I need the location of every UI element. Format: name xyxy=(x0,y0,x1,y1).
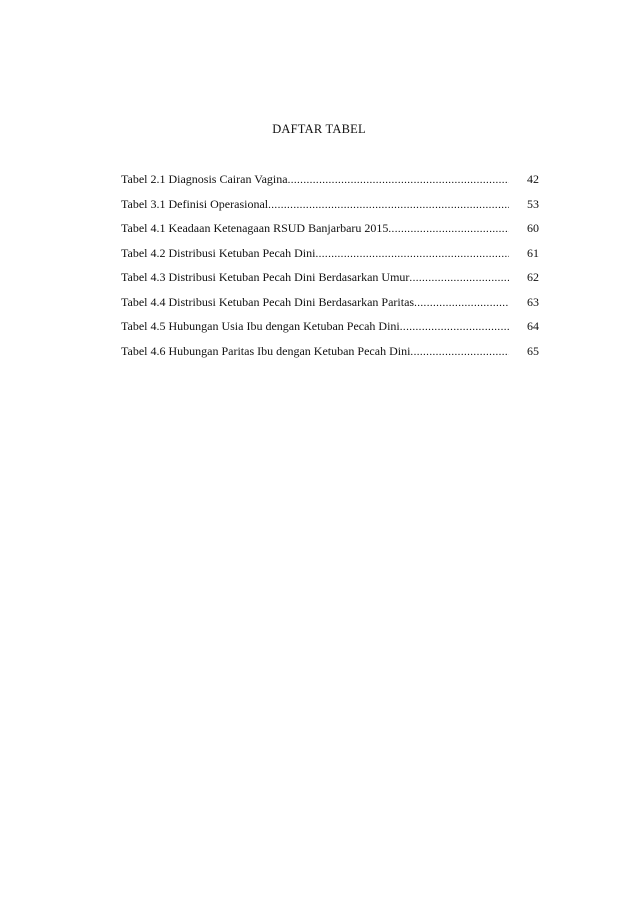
list-item[interactable] xyxy=(121,246,539,271)
list-item[interactable] xyxy=(121,319,539,344)
entry-page-number: 60 xyxy=(527,221,539,235)
entry-label: Tabel 4.6 Hubungan Paritas Ibu dengan Ketuban Pecah Dini xyxy=(121,343,411,358)
dot-leader xyxy=(410,346,509,358)
entry-label: Tabel 4.4 Distribusi Ketuban Pecah Dini Berdasarkan Paritas xyxy=(121,294,415,309)
dot-leader xyxy=(414,297,509,309)
entry-page-number: 63 xyxy=(527,294,539,309)
entry-page-number: 61 xyxy=(527,245,539,260)
page-title: DAFTAR TABEL xyxy=(272,122,366,136)
dot-leader xyxy=(315,248,509,260)
list-item[interactable] xyxy=(121,197,539,222)
dot-leader xyxy=(288,174,509,186)
entry-label: Tabel 4.2 Distribusi Ketuban Pecah Dini xyxy=(121,245,316,260)
entry-page-number: 65 xyxy=(527,343,539,358)
table-list xyxy=(121,172,539,368)
list-item[interactable] xyxy=(121,344,539,369)
entry-label: Tabel 4.5 Hubungan Usia Ibu dengan Ketuban Pecah Dini xyxy=(121,319,400,333)
entry-page-number: 42 xyxy=(527,172,539,186)
entry-label: Tabel 4.1 Keadaan Ketenagaan RSUD Banjarbaru 2015 xyxy=(121,221,389,235)
list-item[interactable] xyxy=(121,221,539,246)
list-item[interactable] xyxy=(121,172,539,197)
entry-page-number: 53 xyxy=(527,196,539,211)
dot-leader xyxy=(409,272,509,284)
dot-leader xyxy=(268,199,509,211)
entry-label: Tabel 2.1 Diagnosis Cairan Vagina xyxy=(121,172,288,186)
dot-leader xyxy=(400,321,509,333)
list-item[interactable] xyxy=(121,270,539,295)
list-item[interactable] xyxy=(121,295,539,320)
entry-label: Tabel 3.1 Definisi Operasional xyxy=(121,196,269,211)
entry-label: Tabel 4.3 Distribusi Ketuban Pecah Dini Berdasarkan Umur xyxy=(121,270,410,284)
entry-page-number: 62 xyxy=(527,270,539,284)
dot-leader xyxy=(388,223,509,235)
entry-page-number: 64 xyxy=(527,319,539,333)
